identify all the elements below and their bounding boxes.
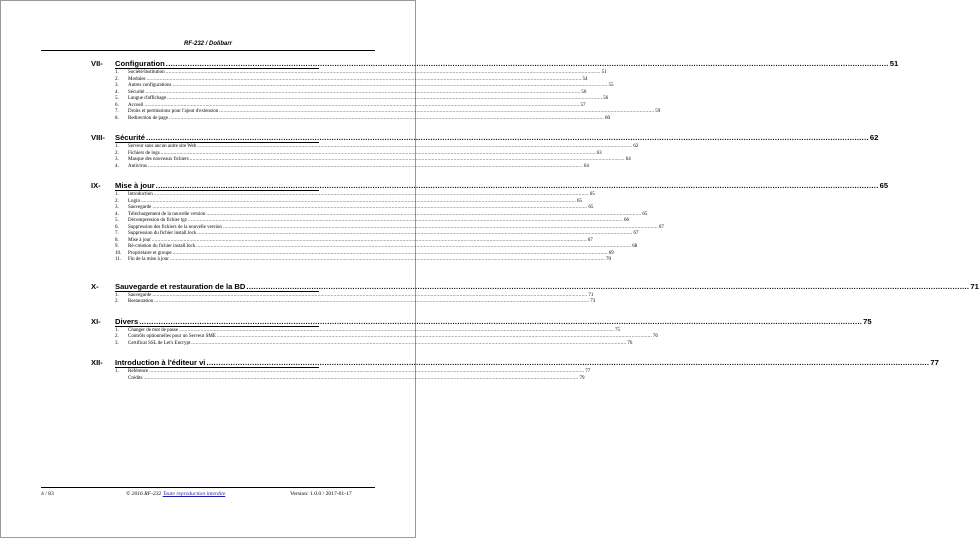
toc-section <box>1 179 889 280</box>
dot-leader: ............................................................................................................................................................................................................................................................................................................ <box>172 83 608 88</box>
entry-row <box>128 375 585 383</box>
entry-page-number: 59 <box>655 109 661 114</box>
dot-leader: ............................................................................................................................................................................................................................................................................................................ <box>179 327 614 333</box>
dot-leader: ............................................................................................................................................................................................................................................................................................................ <box>188 218 624 223</box>
section-number: XII- <box>91 358 103 367</box>
section-title: Configuration <box>115 59 165 68</box>
entry-number: 9. <box>115 244 119 249</box>
footer-rule <box>41 487 375 488</box>
entry-number: 2. <box>115 76 119 82</box>
toc-item-list <box>1 292 596 306</box>
dot-leader: ............................................................................................................................................................................................................................................................................................................ <box>144 102 580 108</box>
entry-page-number: 57 <box>580 102 586 108</box>
table-of-contents <box>1 57 979 382</box>
entry-title: Sécurité <box>128 89 145 95</box>
entry-page-number: 75 <box>615 327 620 333</box>
section-title-row <box>115 358 939 367</box>
entry-page-number: 79 <box>579 375 585 381</box>
entry-title: Société/Institution <box>128 70 165 75</box>
entry-title: Fin de la mise à jour <box>128 257 169 262</box>
entry-page-number: 76 <box>652 334 658 339</box>
dot-leader: ............................................................................................................................................................................................................................................................................................................ <box>153 192 589 197</box>
entry-page-number: 66 <box>624 218 630 223</box>
entry-number: 3. <box>115 83 119 88</box>
section-page-number: 51 <box>889 59 899 68</box>
section-spacer <box>1 347 415 356</box>
entry-number: 4. <box>115 163 119 169</box>
dot-leader: ............................................................................................................................................................................................................................................................................................................ <box>160 150 596 156</box>
toc-section-heading[interactable] <box>1 179 889 191</box>
entry-number: 1. <box>115 144 119 149</box>
entry-title: Contrôls optionnelles pour un Serveur SME <box>128 334 216 339</box>
entry-title: Langue d'affichage <box>128 96 167 101</box>
entry-number: 2. <box>115 150 119 156</box>
dot-leader: ............................................................................................................................................................................................................................................................................................................ <box>139 316 863 326</box>
toc-section <box>1 356 939 382</box>
section-title: Introduction à l'éditeur vi <box>115 358 206 367</box>
entry-page-number: 73 <box>590 299 596 304</box>
section-title-row <box>115 281 979 291</box>
entry-number: 4. <box>115 211 119 217</box>
dot-leader: ............................................................................................................................................................................................................................................................................................................ <box>147 163 583 169</box>
entry-page-number: 68 <box>632 244 638 249</box>
dot-leader: ............................................................................................................................................................................................................................................................................................................ <box>196 244 632 249</box>
toc-item-list <box>1 69 661 122</box>
header-rule <box>41 50 375 51</box>
dot-leader: ............................................................................................................................................................................................................................................................................................................ <box>168 115 604 121</box>
entry-title: Suppression des fichiers de la nouvelle version <box>128 224 222 230</box>
section-number: XI- <box>91 316 101 326</box>
entry-page-number: 55 <box>608 83 614 88</box>
section-page-number: 62 <box>869 133 879 142</box>
toc-section <box>1 57 899 131</box>
toc-entry[interactable] <box>1 115 610 123</box>
footer-version: Version: 1.0.0 / 2017-01-17 <box>290 491 352 497</box>
toc-item-list <box>1 327 658 348</box>
entry-number: 10. <box>115 250 122 256</box>
toc-section-heading[interactable] <box>1 57 899 69</box>
toc-entry[interactable] <box>1 299 596 306</box>
entry-title: Sauvegarde <box>128 205 152 210</box>
dot-leader: ............................................................................................................................................................................................................................................................................................................ <box>152 205 588 210</box>
entry-page-number: 56 <box>603 96 609 101</box>
entry-number: 7. <box>115 109 119 114</box>
dot-leader: ............................................................................................................................................................................................................................................................................................................ <box>169 257 605 262</box>
toc-item-list <box>1 143 639 170</box>
entry-page-number: 65 <box>642 211 648 217</box>
section-number: VII- <box>91 59 103 68</box>
entry-title: Propriétaire et groupe <box>128 250 172 256</box>
dot-leader: ............................................................................................................................................................................................................................................................................................................ <box>140 198 576 204</box>
entry-title: Référence <box>128 369 149 374</box>
entry-page-number: 65 <box>589 192 595 197</box>
toc-section-heading[interactable] <box>1 315 872 327</box>
dot-leader: ............................................................................................................................................................................................................................................................................................................ <box>145 133 869 142</box>
entry-page-number: 54 <box>582 76 588 82</box>
section-title-row <box>115 181 889 190</box>
section-title: Divers <box>115 316 139 326</box>
entry-number: 2. <box>115 198 119 204</box>
dot-leader: ............................................................................................................................................................................................................................................................................................................ <box>151 237 587 243</box>
entry-title: Crédits <box>128 375 143 381</box>
entry-number: 8. <box>115 237 119 243</box>
entry-title: Changer de mot de passe <box>128 327 178 333</box>
entry-number: 3. <box>115 205 119 210</box>
section-title-row <box>115 59 899 68</box>
entry-number: 5. <box>115 218 119 223</box>
entry-number: 2. <box>115 334 119 339</box>
entry-number: 1. <box>115 192 119 197</box>
entry-title: Autres configurations <box>128 83 172 88</box>
entry-number: 3. <box>115 157 119 162</box>
dot-leader: ............................................................................................................................................................................................................................................................................................................ <box>216 334 652 339</box>
entry-number: 3. <box>115 340 119 346</box>
dot-leader: ............................................................................................................................................................................................................................................................................................................ <box>152 292 588 298</box>
dot-leader: ............................................................................................................................................................................................................................................................................................................ <box>167 96 603 101</box>
entry-title: Téléchargement de la nouvelle version <box>128 211 206 217</box>
entry-number: 2. <box>115 299 119 304</box>
entry-row <box>128 257 611 264</box>
entry-page-number: 65 <box>576 198 582 204</box>
toc-entry[interactable] <box>1 163 589 171</box>
entry-title: Login <box>128 198 140 204</box>
entry-row <box>128 163 589 171</box>
toc-entry[interactable] <box>1 375 585 383</box>
dot-leader: ............................................................................................................................................................................................................................................................................................................ <box>149 369 585 374</box>
entry-number: 11. <box>115 257 122 262</box>
section-spacer <box>1 122 415 131</box>
entry-page-number: 60 <box>604 115 610 121</box>
copyright-text: © 2016 RF-232 <box>126 491 162 497</box>
entry-title: Masque des nouveaux fichiers <box>128 157 189 162</box>
entry-title: Introduction <box>128 192 153 197</box>
entry-row <box>128 299 596 306</box>
toc-section-heading[interactable] <box>1 356 939 368</box>
section-title-row <box>115 133 879 142</box>
toc-section <box>1 280 979 315</box>
toc-item-list <box>1 191 664 264</box>
section-page-number: 75 <box>863 316 872 326</box>
entry-title: Fichiers de logs <box>128 150 160 156</box>
toc-section <box>1 131 879 179</box>
dot-leader: ............................................................................................................................................................................................................................................................................................................ <box>219 109 655 114</box>
dot-leader: ............................................................................................................................................................................................................................................................................................................ <box>197 144 633 149</box>
dot-leader: ............................................................................................................................................................................................................................................................................................................ <box>165 70 601 75</box>
entry-page-number: 69 <box>608 250 614 256</box>
dot-leader: ............................................................................................................................................................................................................................................................................................................ <box>197 231 633 236</box>
page-header: RF-232 / Dolibarr <box>183 41 232 47</box>
entry-page-number: 64 <box>583 163 589 169</box>
entry-page-number: 67 <box>633 231 639 236</box>
toc-section-heading[interactable] <box>1 280 979 292</box>
entry-row <box>128 115 610 123</box>
entry-title: Décompression du fichier tgz <box>128 218 188 223</box>
toc-section-heading[interactable] <box>1 131 879 143</box>
footer-page-number: 4 / 83 <box>41 491 54 497</box>
section-number: X- <box>91 281 99 291</box>
entry-title: Antivirus <box>128 163 147 169</box>
entry-number: 5. <box>115 96 119 101</box>
entry-page-number: 67 <box>587 237 593 243</box>
entry-number: 6. <box>115 224 119 230</box>
dot-leader: ............................................................................................................................................................................................................................................................................................................ <box>145 89 581 95</box>
section-page-number: 77 <box>930 358 939 367</box>
entry-title: Mise à jour <box>128 237 151 243</box>
footer-copyright <box>126 491 225 497</box>
entry-page-number: 76 <box>627 340 633 346</box>
section-page-number: 71 <box>970 281 979 291</box>
entry-number: 7. <box>115 231 119 236</box>
entry-number: 1. <box>115 292 119 298</box>
toc-section <box>1 315 872 357</box>
entry-title: Sauvegarde <box>128 292 152 298</box>
entry-page-number: 65 <box>588 205 594 210</box>
entry-page-number: 70 <box>605 257 611 262</box>
entry-row <box>128 340 633 348</box>
section-number: IX- <box>91 181 101 190</box>
section-spacer <box>1 306 415 315</box>
entry-number: 6. <box>115 102 119 108</box>
entry-title: Restauration <box>128 299 154 304</box>
entry-page-number: 71 <box>588 292 594 298</box>
entry-title: Suppression du fichier install.lock <box>128 231 197 236</box>
entry-title: Droits et permissions pour l'ajout d'extension <box>128 109 219 114</box>
dot-leader: ............................................................................................................................................................................................................................................................................................................ <box>206 358 930 367</box>
dot-leader: ............................................................................................................................................................................................................................................................................................................ <box>206 211 642 217</box>
entry-title: Modules <box>128 76 146 82</box>
section-spacer <box>1 264 415 280</box>
entry-title: Accueil <box>128 102 144 108</box>
entry-title: Ré-création du fichier install.lock <box>128 244 196 249</box>
section-number: VIII- <box>91 133 105 142</box>
entry-number: 1. <box>115 70 119 75</box>
dot-leader: ............................................................................................................................................................................................................................................................................................................ <box>246 281 970 291</box>
dot-leader: ............................................................................................................................................................................................................................................................................................................ <box>172 250 608 256</box>
dot-leader: ............................................................................................................................................................................................................................................................................................................ <box>191 340 627 346</box>
dot-leader: ............................................................................................................................................................................................................................................................................................................ <box>165 59 889 68</box>
entry-number: 1. <box>115 369 119 374</box>
entry-page-number: 51 <box>601 70 607 75</box>
entry-page-number: 77 <box>585 369 591 374</box>
dot-leader: ............................................................................................................................................................................................................................................................................................................ <box>146 76 582 82</box>
entry-number: 1. <box>115 327 119 333</box>
entry-title: Redirection de page <box>128 115 168 121</box>
entry-title: Certificat SSL de Let's Encrypt <box>128 340 191 346</box>
dot-leader: ............................................................................................................................................................................................................................................................................................................ <box>155 181 879 190</box>
entry-page-number: 62 <box>633 144 639 149</box>
reproduction-notice-link[interactable]: Toute reproduction interdite <box>162 491 226 497</box>
section-title-row <box>115 316 872 326</box>
entry-title: Serveur sans aucun autre site Web <box>128 144 197 149</box>
dot-leader: ............................................................................................................................................................................................................................................................................................................ <box>222 224 658 230</box>
entry-number: 4. <box>115 89 119 95</box>
toc-entry[interactable] <box>1 340 633 348</box>
entry-page-number: 56 <box>581 89 587 95</box>
dot-leader: ............................................................................................................................................................................................................................................................................................................ <box>154 299 590 304</box>
entry-page-number: 67 <box>658 224 664 230</box>
entry-page-number: 63 <box>596 150 602 156</box>
entry-number: 8. <box>115 115 119 121</box>
toc-entry[interactable] <box>1 257 611 264</box>
section-title: Mise à jour <box>115 181 155 190</box>
section-title: Sécurité <box>115 133 145 142</box>
entry-page-number: 64 <box>625 157 631 162</box>
section-spacer <box>1 170 415 179</box>
toc-item-list <box>1 368 591 382</box>
dot-leader: ............................................................................................................................................................................................................................................................................................................ <box>143 375 579 381</box>
dot-leader: ............................................................................................................................................................................................................................................................................................................ <box>189 157 625 162</box>
section-page-number: 65 <box>879 181 889 190</box>
section-title: Sauvegarde et restauration de la BD <box>115 281 246 291</box>
